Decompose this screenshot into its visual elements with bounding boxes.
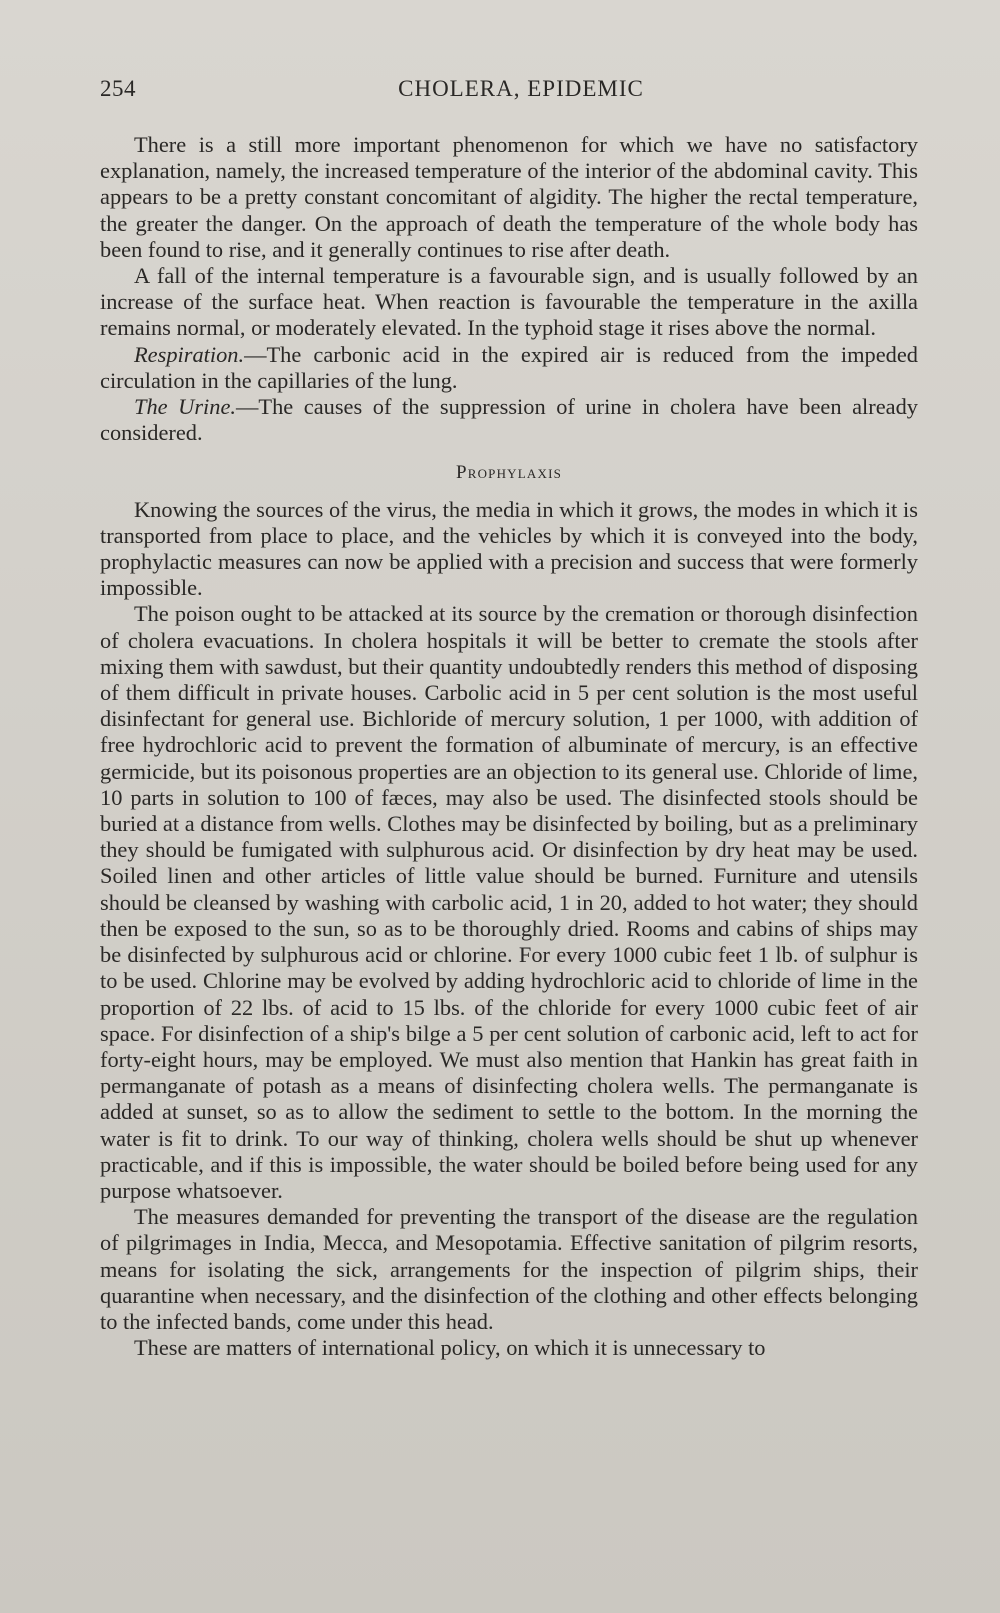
paragraph-internal-temperature: A fall of the internal temperature is a favourable sign, and is usually followed by an increase of the surface heat. When reaction is favourable the temperature in the axilla remains normal, or moderately elevated. In the typhoid stage it rises above the normal. [100, 263, 918, 341]
running-title: CHOLERA, EPIDEMIC [398, 76, 644, 101]
paragraph-urine [100, 394, 918, 446]
section-heading-prophylaxis: Prophylaxis [455, 462, 563, 484]
urine-text: —The causes of the suppression of urine in cholera have been already considered. [100, 394, 918, 446]
paragraph-respiration [100, 342, 918, 394]
paragraph-pilgrimages: The measures demanded for preventing the transport of the disease are the regulation of pilgrimages in India, Mecca, and Mesopotamia. Effective sanitation of pilgrim resorts, means for isolating the sick, arrangements for the inspection of pilgrim ships, their quarantine when necessary, and the disinfection of the clothing and other effects belonging to the infected bands, come under this head. [100, 1204, 918, 1334]
urine-heading: The Urine. [134, 394, 236, 420]
page-number: 254 [100, 76, 136, 101]
respiration-heading: Respiration. [134, 341, 245, 367]
body-text [100, 132, 918, 1361]
paragraph-disinfection: The poison ought to be attacked at its source by the cremation or thorough disinfection of cholera evacuations. In cholera hospitals it will be better to cremate the stools after mixing them with sawdust, but their quantity undoubtedly renders this method of disposing of them difficult in private houses. Carbolic acid in 5 per cent solution is the most useful disinfectant for general use. Bichloride of mercury solution, 1 per 1000, with addition of free hydrochloric acid to prevent the formation of albuminate of mercury, is an effective germicide, but its poisonous properties are an objection to its general use. Chloride of lime, 10 parts in solution to 100 of fæces, may also be used. The disinfected stools should be buried at a distance from wells. Clothes may be disinfected by boiling, but as a preliminary they should be fumigated with sulphurous acid. Or disinfection by dry heat may be used. Soiled linen and other articles of little value should be burned. Furniture and utensils should be cleansed by washing with carbolic acid, 1 in 20, added to hot water; they should then be exposed to the sun, so as to be thoroughly dried. Rooms and cabins of ships may be disinfected by sulphurous acid or chlorine. For every 1000 cubic feet 1 lb. of sulphur is to be used. Chlorine may be evolved by adding hydrochloric acid to chloride of lime in the proportion of 22 lbs. of acid to 15 lbs. of the chloride for every 1000 cubic feet of air space. For disinfection of a ship's bilge a 5 per cent solution of carbonic acid, left to act for forty-eight hours, may be employed. We must also mention that Hankin has great faith in permanganate of potash as a means of disinfecting cholera wells. The permanganate is added at sunset, so as to allow the sediment to settle to the bottom. In the morning the water is fit to drink. To our way of thinking, cholera wells should be shut up whenever practicable, and if this is impossible, the water should be boiled before being used for any purpose whatsoever. [100, 601, 918, 1203]
paragraph-international-policy: These are matters of international policy, on which it is unnecessary to [134, 1335, 766, 1361]
paragraph-knowing-sources: Knowing the sources of the virus, the media in which it grows, the modes in which it is transported from place to place, and the vehicles by which it is conveyed into the body, prophylactic measures can now be applied with a precision and success that were formerly impossible. [100, 496, 918, 601]
respiration-text: —The carbonic acid in the expired air is reduced from the impeded circulation in the capillaries of the lung. [100, 341, 918, 393]
paragraph-abdominal-temperature: There is a still more important phenomenon for which we have no satisfactory explanation, namely, the increased temperature of the interior of the abdominal cavity. This appears to be a pretty constant concomitant of algidity. The higher the rectal temperature, the greater the danger. On the approach of death the temperature of the whole body has been found to rise, and it generally continues to rise after death. [100, 132, 918, 262]
running-head [100, 76, 918, 116]
